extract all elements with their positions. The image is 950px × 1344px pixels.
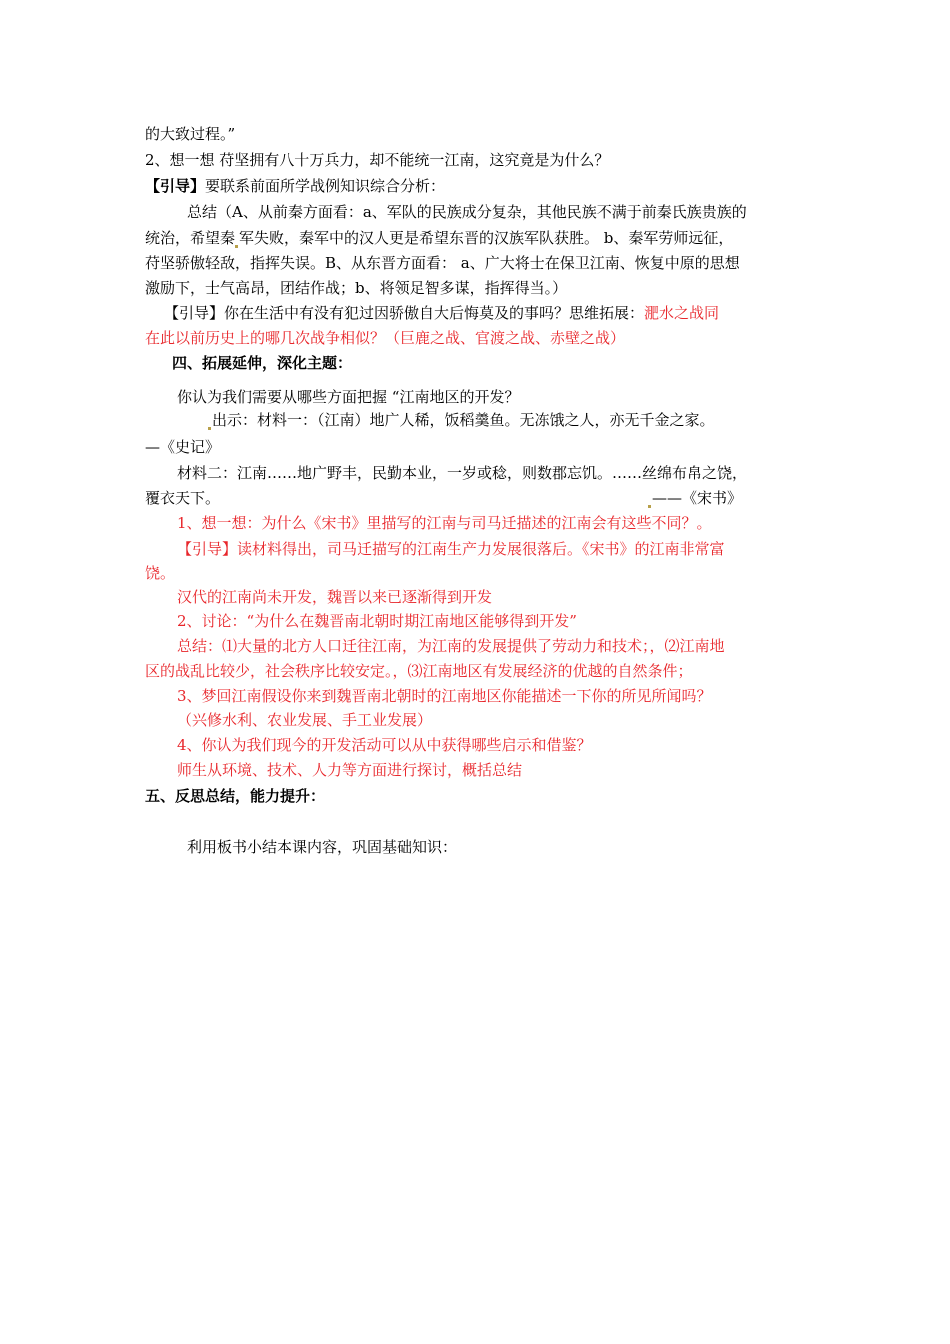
text-line: 饶。 <box>145 564 176 582</box>
text-line: 材料二：江南……地广野丰，民勤本业，一岁或稔，则数郡忘饥。……丝绵布帛之饶， <box>177 464 748 482</box>
highlight-text: 淝水之战同 <box>644 304 720 322</box>
marker-dot <box>648 505 651 508</box>
section-heading: 四、拓展延伸，深化主题： <box>172 354 353 372</box>
guide-text: 要联系前面所学战例知识综合分析： <box>205 177 446 195</box>
section-heading: 五、反思总结，能力提升： <box>145 787 326 805</box>
text-line: 激励下，士气高昂，团结作战；b、将领足智多谋，指挥得当。） <box>145 279 568 297</box>
text-line: 4、你认为我们现今的开发活动可以从中获得哪些启示和借鉴？ <box>177 736 592 754</box>
text-line: 2、想一想 苻坚拥有八十万兵力，却不能统一江南，这究竟是为什么？ <box>145 151 610 169</box>
text-line: 苻坚骄傲轻敌，指挥失误。B、从东晋方面看： a、广大将士在保卫江南、恢复中原的思想 <box>145 254 740 272</box>
text-line: 在此以前历史上的哪几次战争相似？（巨鹿之战、官渡之战、赤壁之战） <box>145 329 626 347</box>
text-line: 利用板书小结本课内容，巩固基础知识： <box>187 838 458 856</box>
text-line: 师生从环境、技术、人力等方面进行探讨，概括总结 <box>177 761 523 779</box>
text-line: 你认为我们需要从哪些方面把握 “江南地区的开发？ <box>177 388 520 406</box>
text-line: 的大致过程。” <box>145 125 236 143</box>
text-line: 【引导】读材料得出，司马迁描写的江南生产力发展很落后。《宋书》的江南非常富 <box>177 540 725 558</box>
guide-tag: 【引导】 <box>145 177 206 195</box>
text-line: 总结（A、从前秦方面看：a、军队的民族成分复杂，其他民族不满于前秦氏族贵族的 <box>187 203 747 221</box>
text-line: 区的战乱比较少，社会秩序比较安定。，⑶江南地区有发展经济的优越的自然条件； <box>145 662 693 680</box>
text-line: 【引导】你在生活中有没有犯过因骄傲自大后悔莫及的事吗？思维拓展：淝水之战同 <box>164 304 720 322</box>
text-line <box>145 176 445 196</box>
text-line: 总结：⑴大量的北方人口迁往江南，为江南的发展提供了劳动力和技术；，⑵江南地 <box>177 637 725 655</box>
text-line: 统治，希望秦 军失败，秦军中的汉人更是希望东晋的汉族军队获胜。 b、秦军劳师远征， <box>145 229 734 247</box>
text-line: 3、梦回江南假设你来到魏晋南北朝时的江南地区你能描述一下你的所见所闻吗？ <box>177 687 712 705</box>
source-line: —《史记》 <box>145 438 221 456</box>
text-line: （兴修水利、农业发展、手工业发展） <box>177 711 433 729</box>
text-line: 1、想一想：为什么《宋书》里描写的江南与司马迁描述的江南会有这些不同？。 <box>177 514 712 532</box>
text-line: 汉代的江南尚未开发，魏晋以来已逐渐得到开发 <box>177 588 493 606</box>
text-line: 出示：材料一：（江南）地广人稀，饭稻羹鱼。无冻饿之人，亦无千金之家。 <box>208 410 715 430</box>
marker-dot <box>208 427 211 430</box>
marker-dot <box>235 245 238 248</box>
text-line: 覆衣天下。 <box>145 489 221 507</box>
source-line: ——《宋书》 <box>648 488 742 508</box>
text-line: 2、讨论：“为什么在魏晋南北朝时期江南地区能够得到开发” <box>177 612 577 630</box>
